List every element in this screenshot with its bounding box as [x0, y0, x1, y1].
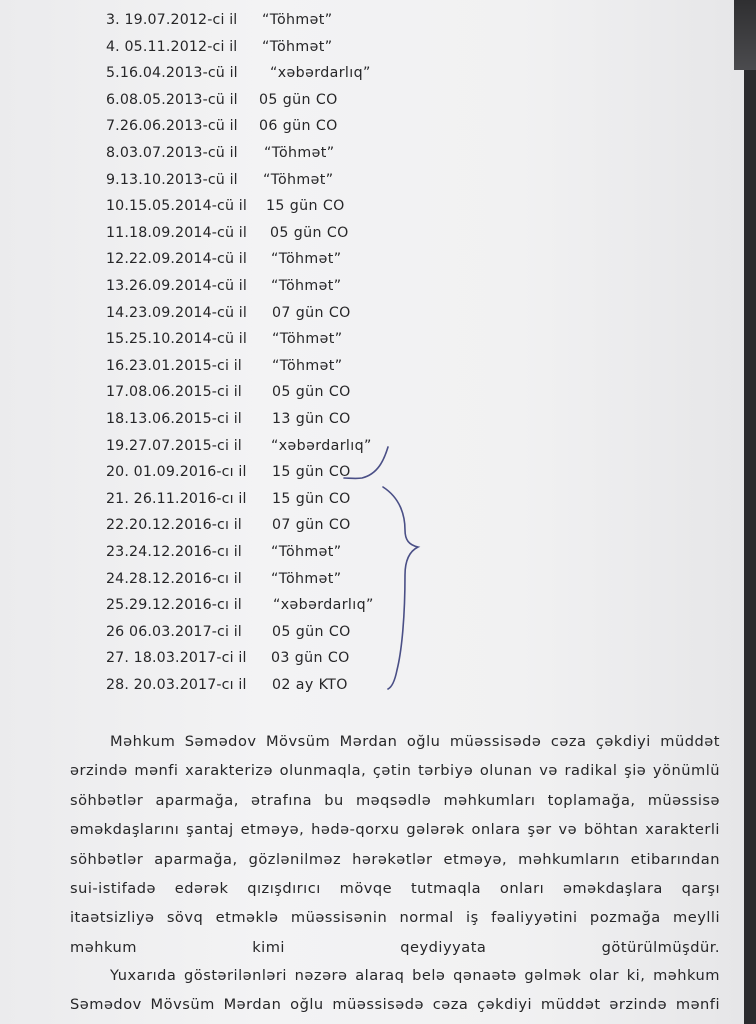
record-penalty: 15 gün CO: [266, 198, 345, 215]
list-item: [0, 673, 744, 697]
characterization-paragraph: Məhkum Səmədov Mövsüm Mərdan oğlu müəssisədə cəza çəkdiyi müddət ərzində mənfi xarakterizə olunmaqla, çətin tərbiyə olunan və radikal şiə yönümlü söhbətlər aparmağa, ətrafına bu məqsədlə məhkumları toplamağa, müəssisə əməkdaşlarını şantaj etməyə, hədə-qorxu gələrək onlara şər və böhtan xarakterli söhbətlər aparmağa, gözlənilməz hərəkətlər etməyə, məhkumların etibarından sui-istifadə edərək qızışdırıcı mövqe tutmaqla onları əməkdaşlara qarşı itaətsizliyə sövq etməklə müəssisənin normal iş fəaliyyətini pozmağa meylli məhkum kimi qeydiyyata götürülmüşdür.: [70, 733, 720, 956]
record-date: 19.27.07.2015-ci il: [106, 437, 242, 454]
record-date: 18.13.06.2015-ci il: [106, 411, 242, 427]
record-penalty: 13 gün CO: [272, 411, 351, 427]
record-penalty: 05 gün CO: [270, 224, 349, 241]
record-penalty: “Töhmət”: [262, 38, 333, 55]
record-penalty: 02 ay KTO: [272, 677, 348, 693]
record-penalty: “Töhmət”: [271, 278, 342, 294]
record-penalty: “Töhmət”: [264, 145, 335, 161]
record-penalty: “xəbərdarlıq”: [273, 597, 374, 614]
record-date: 28. 20.03.2017-cı il: [106, 677, 247, 693]
record-penalty: 03 gün CO: [271, 650, 350, 667]
record-penalty: “xəbərdarlıq”: [270, 65, 371, 82]
record-date: 22.20.12.2016-cı il: [106, 517, 242, 534]
list-item: [0, 8, 744, 32]
record-penalty: 05 gün CO: [259, 91, 338, 108]
record-date: 16.23.01.2015-ci il: [106, 357, 242, 374]
record-date: 10.15.05.2014-cü il: [106, 198, 247, 215]
list-item: [0, 247, 744, 271]
record-date: 17.08.06.2015-ci il: [106, 384, 242, 401]
record-date: 6.08.05.2013-cü il: [106, 91, 238, 108]
list-item: [0, 487, 744, 511]
conclusion-paragraph: Yuxarıda göstərilənləri nəzərə alaraq belə qənaətə gəlmək olar ki, məhkum Səmədov Mövsüm Mərdan oğlu müəssisədə cəza çəkdiyi müddət ərzində mənfi: [70, 967, 720, 1014]
record-penalty: 15 gün CO: [272, 464, 351, 481]
list-item: [0, 513, 744, 537]
list-item: [0, 407, 744, 431]
record-penalty: “xəbərdarlıq”: [271, 437, 372, 454]
record-penalty: “Töhmət”: [271, 570, 342, 587]
record-penalty: “Töhmət”: [271, 544, 342, 560]
list-item: [0, 194, 744, 218]
record-date: 27. 18.03.2017-ci il: [106, 650, 247, 667]
list-item: [0, 434, 744, 458]
list-item: [0, 567, 744, 591]
record-penalty: 06 gün CO: [259, 118, 338, 135]
record-date: 7.26.06.2013-cü il: [106, 118, 238, 135]
record-penalty: “Töhmət”: [272, 331, 343, 348]
record-date: 13.26.09.2014-cü il: [106, 278, 247, 294]
list-item: [0, 540, 744, 564]
record-date: 5.16.04.2013-cü il: [106, 65, 238, 82]
list-item: [0, 274, 744, 298]
record-date: 15.25.10.2014-cü il: [106, 331, 247, 348]
record-date: 21. 26.11.2016-cı il: [106, 490, 247, 507]
record-date: 3. 19.07.2012-ci il: [106, 12, 238, 28]
list-item: [0, 141, 744, 165]
record-date: 9.13.10.2013-cü il: [106, 171, 238, 188]
record-penalty: “Töhmət”: [272, 357, 343, 374]
record-date: 4. 05.11.2012-ci il: [106, 38, 238, 55]
record-date: 14.23.09.2014-cü il: [106, 304, 247, 321]
record-date: 8.03.07.2013-cü il: [106, 145, 238, 161]
list-item: [0, 646, 744, 670]
list-item: [0, 168, 744, 192]
list-item: [0, 620, 744, 644]
list-item: [0, 61, 744, 85]
list-item: [0, 301, 744, 325]
record-penalty: 05 gün CO: [272, 623, 351, 640]
record-date: 26 06.03.2017-ci il: [106, 623, 242, 640]
record-penalty: 15 gün CO: [272, 490, 351, 507]
record-penalty: 07 gün CO: [272, 304, 351, 321]
list-item: [0, 460, 744, 484]
record-date: 23.24.12.2016-cı il: [106, 544, 242, 560]
list-item: [0, 114, 744, 138]
record-date: 12.22.09.2014-cü il: [106, 251, 247, 268]
record-penalty: “Töhmət”: [262, 12, 333, 28]
list-item: [0, 221, 744, 245]
record-penalty: 05 gün CO: [272, 384, 351, 401]
list-item: [0, 88, 744, 112]
record-date: 24.28.12.2016-cı il: [106, 570, 242, 587]
record-penalty: 07 gün CO: [272, 517, 351, 534]
list-item: [0, 354, 744, 378]
record-penalty: “Töhmət”: [263, 171, 334, 188]
record-penalty: “Töhmət”: [271, 251, 342, 268]
list-item: [0, 380, 744, 404]
record-date: 25.29.12.2016-cı il: [106, 597, 242, 614]
page-corner-shadow: [734, 0, 756, 70]
list-item: [0, 35, 744, 59]
record-date: 20. 01.09.2016-cı il: [106, 464, 247, 481]
record-date: 11.18.09.2014-cü il: [106, 224, 247, 241]
list-item: [0, 327, 744, 351]
list-item: [0, 593, 744, 617]
